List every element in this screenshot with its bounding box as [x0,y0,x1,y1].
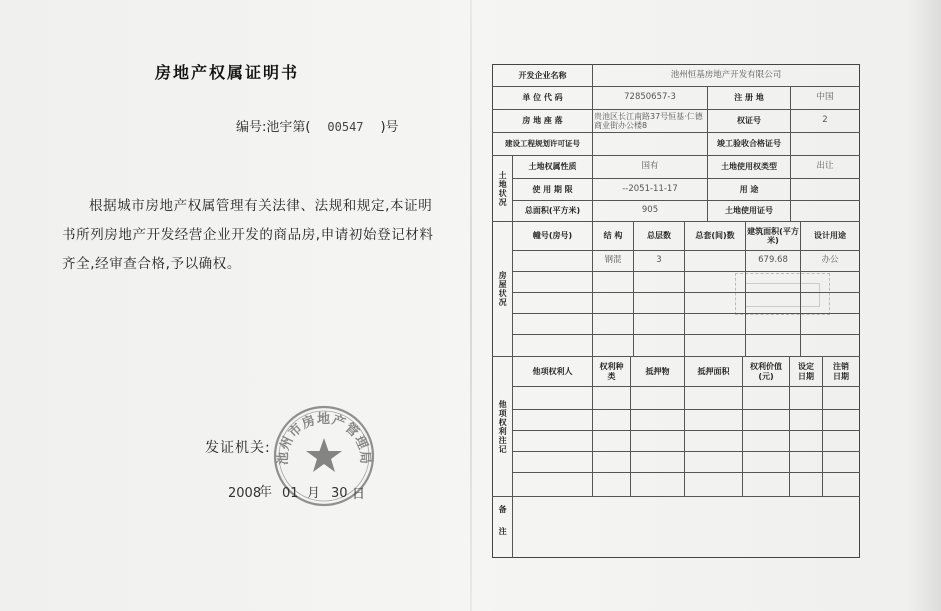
rights-header-value: 权利价值(元) [750,362,782,381]
house-header-units: 总套(间)数 [695,231,735,241]
reg-place-value: 中国 [816,92,834,103]
house-header-area: 建筑面积(平方米) [747,226,799,245]
house-row-design-use: 办公 [821,255,839,266]
number-suffix: )号 [380,120,399,135]
certificate-title: 房地产权属证明书 [155,63,300,82]
rights-section-label: 他项权利注记 [498,399,508,454]
house-row-structure: 钢混 [604,255,622,266]
total-area-label: 总面积(平方米) [524,206,581,216]
number-value: 00547 [327,120,364,134]
developer-label: 开发企业名称 [518,70,567,80]
seal-text: 池州市房地产管理局 [275,412,373,466]
land-use-type-label: 土地使用权类型 [721,162,777,172]
land-cert-label: 土地使用证号 [725,206,773,216]
land-ownership-value: 国有 [641,161,659,172]
permit-value: 2 [822,115,828,126]
unit-code-label: 单 位 代 码 [522,93,563,103]
date-year: 2008 [228,486,262,501]
rights-header-holder: 他项权利人 [532,366,573,376]
certificate-body-text: 根据城市房地产权属管理有关法律、法规和规定,本证明书所列房地产开发经营企业开发的商品房,申请初始登记材料齐全,经审查合格,予以确权。 [62,198,434,272]
certificate-number [236,116,399,135]
rights-header-mortgage-area: 抵押面积 [697,366,730,376]
date-month: 01 [282,486,299,501]
house-header-structure: 结 构 [603,231,623,241]
faint-stamp-inner [745,283,820,307]
land-ownership-label: 土地权属性质 [528,162,577,172]
remarks-label: 备注 [498,505,508,549]
house-section-label: 房屋状况 [498,271,508,307]
unit-code-value: 72850657-3 [624,92,676,103]
location-label: 房 地 座 落 [522,116,563,126]
developer-value: 池州恒基房地产开发有限公司 [670,69,782,80]
date-day-unit: 日 [352,487,366,502]
seal-star-icon [306,438,342,472]
use-period-value: --2051-11-17 [622,183,678,194]
house-row-area: 679.68 [758,255,788,266]
rights-header-set-date: 设定日期 [798,362,814,381]
house-header-floors: 总层数 [647,231,671,241]
date-day: 30 [331,486,348,501]
page-edge-shadow [909,0,941,611]
use-purpose-label: 用 途 [739,184,759,194]
number-prefix: 编号:池宇第( [236,120,311,135]
rights-header-type: 权利种类 [599,362,624,381]
acceptance-cert-label: 竣工验收合格证号 [717,139,781,149]
use-period-label: 使 用 期 限 [532,184,573,194]
location-value: 贵池区长江南路37号恒基·仁德商业街办公楼8 [594,111,703,130]
date-year-unit: 年 [259,485,273,500]
date-month-unit: 月 [307,486,321,501]
planning-permit-label: 建设工程规划许可证号 [505,138,580,148]
house-row-building [513,251,592,271]
total-area-value: 905 [641,205,659,216]
house-header-building: 幢号(房号) [532,231,573,241]
page-fold [470,0,472,611]
land-use-type-value: 出让 [816,161,834,172]
rights-header-collateral: 抵押物 [645,366,670,376]
house-row-units [685,251,745,271]
house-row-floors: 3 [656,255,662,266]
issue-date [228,486,388,506]
permit-label: 权证号 [737,116,761,126]
house-header-design-use: 设计用途 [814,231,846,241]
rights-header-cancel-date: 注销日期 [833,362,849,381]
land-section-label: 土地状况 [498,170,508,207]
issuing-authority-label: 发证机关: [205,440,271,456]
reg-place-label: 注 册 地 [734,93,764,103]
